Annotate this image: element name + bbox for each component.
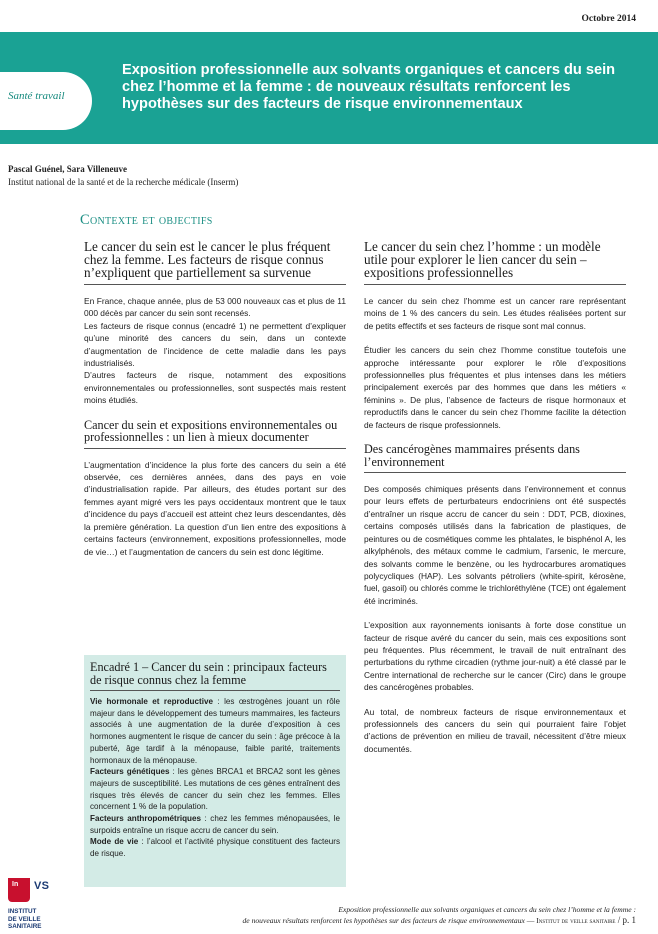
paragraph: D’autres facteurs de risque, notamment des expositions environnementales ou professionnelles, sont suspectés mais restent moins étudiés. [84, 370, 346, 406]
encadre-title: Encadré 1 – Cancer du sein : principaux facteurs de risque connus chez la femme [90, 661, 340, 691]
footer-line2: de nouveaux résultats renforcent les hypothèses sur des facteurs de risque environnementaux [242, 916, 525, 925]
category-tag [0, 72, 92, 130]
paragraph: Au total, de nombreux facteurs de risque environnementaux et professionnels des cancers du sein qui pourraient faire l’objet d’actions de prévention en milieu de travail, nécessitent d’être mieux documentés. [364, 706, 626, 754]
right-column [364, 240, 626, 755]
heading-homme: Le cancer du sein chez l’homme : un modèle utile pour explorer le lien cancer du sein – expositions professionnelles [364, 240, 626, 285]
paragraph: Des composés chimiques présents dans l’environnement et connus pour leurs effets de perturbateurs endocriniens ont été suspectés d’entraîner un risque accru de cancer du sein : DDT, PCB, dioxines, certains composés utilisés dans la fabrication de plastiques, de peintures ou de cosmétiques comme les phtalates, le bisphénol A, les alkylphénols, des métaux comme le cadmium, l’arsenic, le mercure, des solvants comme le benzène, ou les hydrocarbures aromatiques polycycliques (HAP). Les solvants pétroliers (white-spirit, kérosène, fuel, gasoil) ou chlorés comme le trichloréthylène (TCE) ont également été incriminés. [364, 484, 626, 606]
paragraph: L’exposition aux rayonnements ionisants à forte dose constitue un facteur de risque avéré du cancer du sein, mais ces expositions sont peu fréquentes. Plus récemment, le travail de nuit entraînant des perturbations du rythme circadien (rythme jour-nuit) a été classé par le Centre international de recherche sur le cancer (Circ) dans le groupe des cancérogènes probables. [364, 620, 626, 693]
heading-expositions: Cancer du sein et expositions environnementales ou professionnelles : un lien à mieux documenter [84, 419, 346, 449]
invs-logo-line2: DE VEILLE SANITAIRE [8, 916, 42, 930]
category-tag-label: Santé travail [8, 90, 65, 102]
paragraph: Les facteurs de risque connus (encadré 1) ne permettent d’expliquer qu’une minorité des cancers du sein, dans un contexte d’augmentation de l’incidence de cette maladie dans les pays industrialisés. [84, 320, 346, 369]
risk-factor-item: Mode de vie : l’alcool et l’activité physique constituent des facteurs de risque. [90, 837, 340, 859]
left-column [84, 240, 346, 558]
heading-cancer-frequent: Le cancer du sein est le cancer le plus fréquent chez la femme. Les facteurs de risque connus n’expliquent que partiellement sa survenue [84, 240, 346, 285]
invs-logo [8, 878, 68, 930]
institution: Institut national de la santé et de la recherche médicale (Inserm) [8, 177, 239, 187]
authors: Pascal Guénel, Sara Villeneuve [8, 164, 127, 174]
paragraph: En France, chaque année, plus de 53 000 nouveaux cas et plus de 11 000 décès par cancer du sein sont recensés. [84, 296, 346, 319]
paragraph: L’augmentation d’incidence la plus forte des cancers du sein a été observée, ces dernières années, dans des pays en voie d’industrialisation rapide. Par ailleurs, des études portant sur des femmes ayant migré vers les pays occidentaux montrent que le taux d’incidence du pays d’accueil est atteint chez leurs descendantes, dès la première génération. La question d’un lien entre des expositions à certains facteurs (environnement, expositions professionnelles, mode de vie…) et l’augmentation de cancers du sein est donc légitime. [84, 459, 346, 557]
encadre-1 [84, 655, 346, 887]
risk-factor-item: Vie hormonale et reproductive : les œstrogènes jouant un rôle majeur dans le développement des tumeurs mammaires, les facteurs associés à une augmentation de la durée d’exposition à ces hormones augmentent le risque de cancer du sein : âge précoce à la puberté, âge tardif à la ménopause, faible parité, traitements hormonaux de la ménopause. [90, 697, 340, 765]
risk-factor-item: Facteurs génétiques : les gènes BRCA1 et BRCA2 sont les gènes majeurs de susceptibilité. Les mutations de ces gènes entraînent des risques très élevés de cancer du sein chez les femmes. Elles concernent 1 % de la population. [90, 767, 340, 812]
heading-cancerogenes: Des cancérogènes mammaires présents dans l’environnement [364, 443, 626, 473]
invs-mark-icon: In [8, 878, 30, 902]
page-footer: Exposition professionnelle aux solvants organiques et cancers du sein chez l’homme et la femme : de nouveaux résultats renforcent les hypothèses sur des facteurs de risque environnementaux — Institut de veille sanitaire / p. 1 [96, 904, 636, 926]
paragraph: Étudier les cancers du sein chez l’homme constitue toutefois une approche intéressante pour explorer le rôle d’expositions professionnelles plus fréquentes et plus intenses dans les métiers principalement exercés par des hommes que dans les métiers « féminins ». De plus, l’absence de facteurs de risque hormonaux et reproductifs dans le cancer du sein chez l’homme facilite la détection de facteurs de risque professionnels. [364, 345, 626, 430]
invs-logo-name: VS [34, 880, 50, 892]
risk-factor-item: Facteurs anthropométriques : chez les femmes ménopausées, le surpoids entraîne un risque accru de cancer du sein. [90, 814, 340, 835]
publication-date: Octobre 2014 [581, 14, 636, 24]
section-title: Contexte et objectifs [80, 212, 213, 228]
invs-logo-line1: INSTITUT [8, 908, 37, 915]
document-title: Exposition professionnelle aux solvants organiques et cancers du sein chez l’homme et la femme : de nouveaux résultats renforcent les hypothèses sur des facteurs de risque environnementaux [122, 62, 616, 112]
footer-line1: Exposition professionnelle aux solvants organiques et cancers du sein chez l’homme et la femme : [338, 905, 636, 914]
footer-org: Institut de veille sanitaire [536, 916, 616, 925]
page-number: / p. 1 [615, 915, 636, 925]
paragraph: Le cancer du sein chez l’homme est un cancer rare représentant moins de 1 % des cancers du sein. Les études réalisées portent sur de petits effectifs et ses facteurs de risque sont mal connus. [364, 296, 626, 331]
